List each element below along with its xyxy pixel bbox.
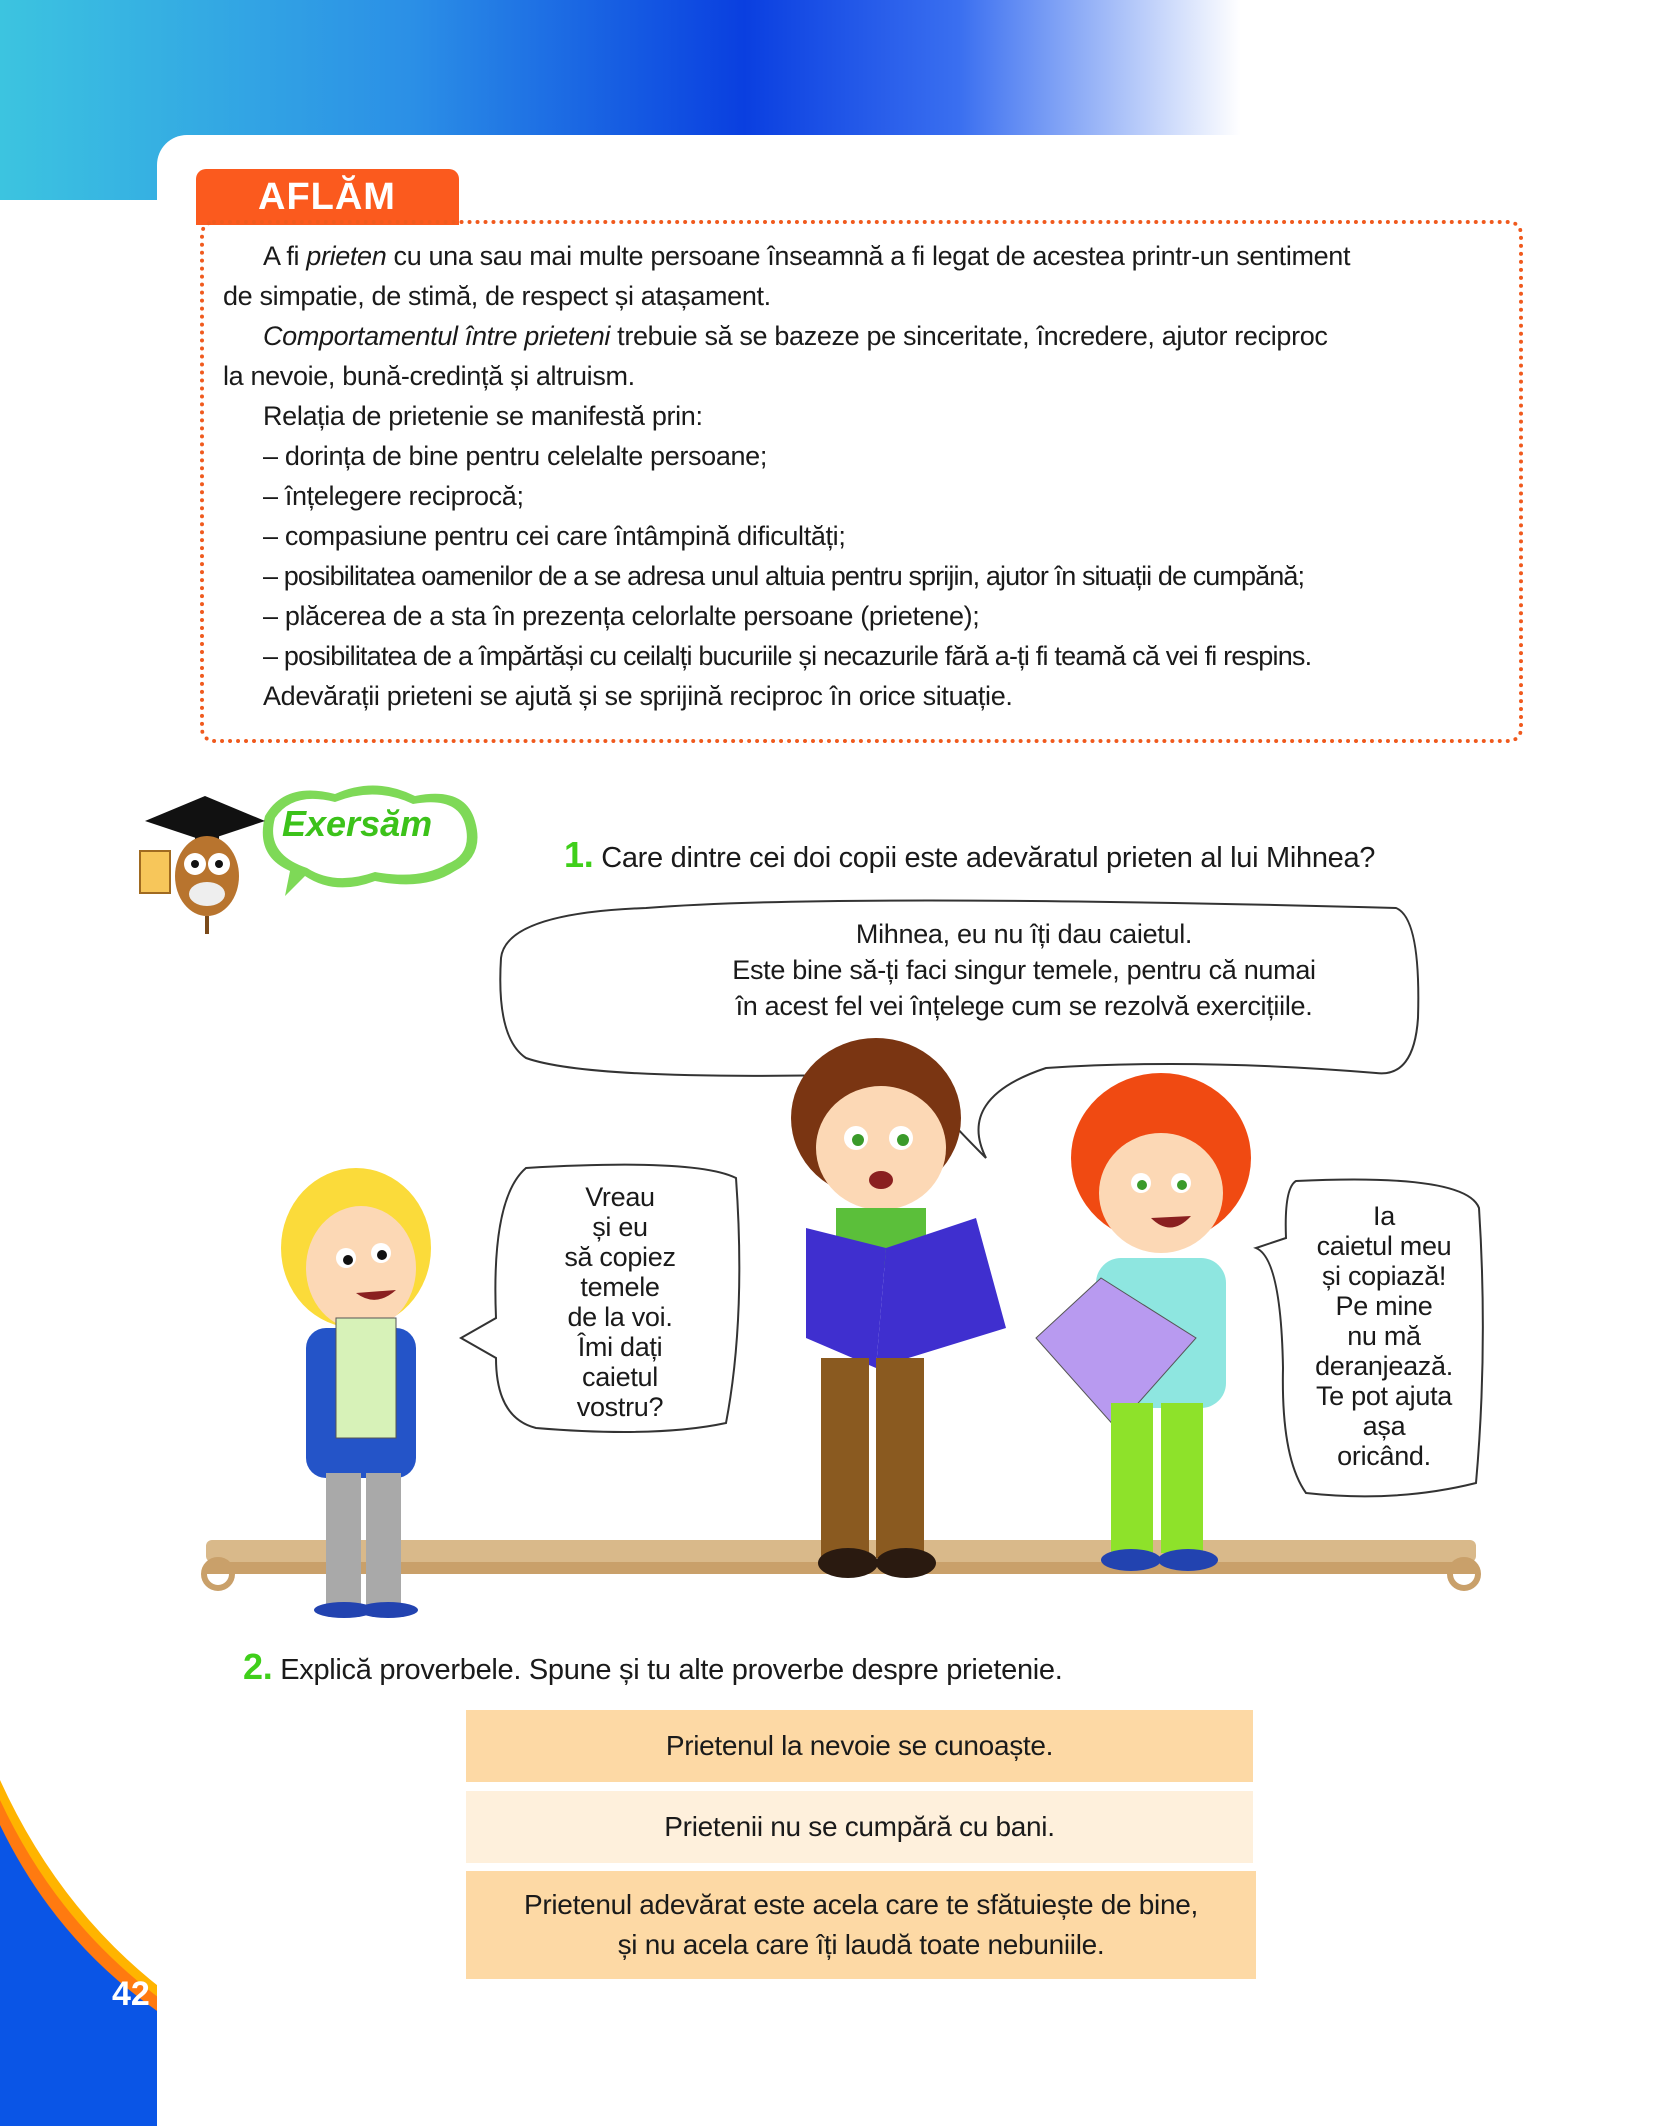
- proverb-3: Prietenul adevărat este acela care te sfătuiește de bine, și nu acela care îți laudă toate nebuniile.: [466, 1871, 1256, 1979]
- learn-p1-line2: de simpatie, de stimă, de respect și atașament.: [223, 281, 771, 311]
- exercise-badge: Exersăm: [282, 803, 433, 844]
- learn-item: – compasiune pentru cei care întâmpină dificultăți;: [263, 521, 846, 551]
- question-1: 1. Care dintre cei doi copii este adevăratul prieten al lui Mihnea?: [564, 834, 1376, 875]
- learn-p2-line1: Comportamentul între prieteni trebuie să se bazeze pe sinceritate, încredere, ajutor reciproc: [263, 321, 1328, 351]
- speech-bubble-right: Ia caietul meu și copiază! Pe mine nu mă deranjează. Te pot ajuta așa oricând.: [1315, 1201, 1453, 1471]
- learn-item: – plăcerea de a sta în prezența celorlalte persoane (prietene);: [263, 601, 980, 631]
- learn-item: – posibilitatea de a împărtăși cu ceilalți bucuriile și necazurile fără a-ți fi teamă că vei fi respins.: [263, 641, 1312, 671]
- learn-item: – dorința de bine pentru celelalte persoane;: [263, 441, 767, 471]
- proverb-2: Prietenii nu se cumpără cu bani.: [466, 1791, 1253, 1863]
- section-title: AFLĂM: [196, 169, 459, 225]
- learn-item: – înțelegere reciprocă;: [263, 481, 524, 511]
- learn-item: – posibilitatea oamenilor de a se adresa unul altuia pentru sprijin, ajutor în situații de cumpănă;: [263, 561, 1305, 591]
- learn-conclusion: Adevărații prieteni se ajută și se sprijină reciproc în orice situație.: [263, 681, 1013, 711]
- speech-bubble-top: Mihnea, eu nu îți dau caietul. Este bine să-ți faci singur temele, pentru că numai în acest fel vei înțelege cum se rezolvă exercițiile.: [732, 919, 1316, 1021]
- question-2: 2. Explică proverbele. Spune și tu alte proverbe despre prietenie.: [243, 1646, 1063, 1687]
- learn-p2-line2: la nevoie, bună-credință și altruism.: [223, 361, 635, 391]
- learn-intro: Relația de prietenie se manifestă prin:: [263, 401, 703, 431]
- page-number: 42: [112, 1975, 150, 2013]
- speech-bubble-left: Vreau și eu să copiez temele de la voi. Îmi dați caietul vostru?: [564, 1182, 676, 1422]
- learn-p1-line1: A fi prieten cu una sau mai multe persoane înseamnă a fi legat de acestea printr-un sentiment: [263, 241, 1351, 271]
- proverb-1: Prietenul la nevoie se cunoaște.: [466, 1710, 1253, 1782]
